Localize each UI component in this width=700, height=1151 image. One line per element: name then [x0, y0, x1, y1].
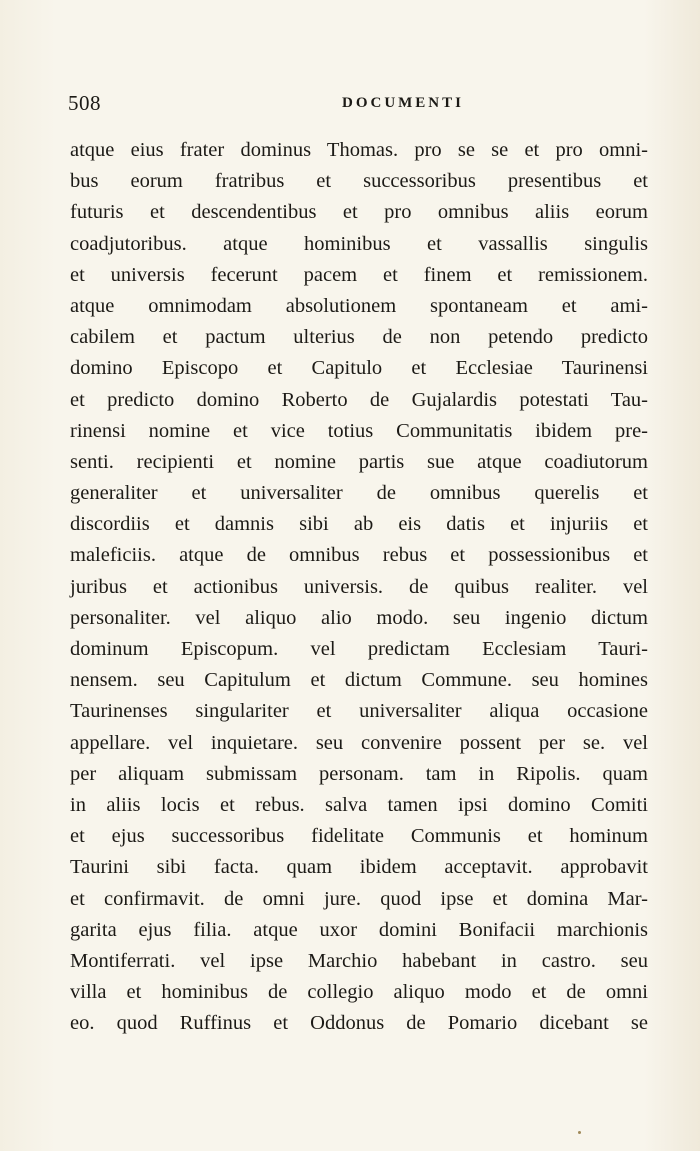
text-line: personaliter. vel aliquo alio modo. seu ingenio dictum: [70, 606, 648, 629]
text-line: domino Episcopo et Capitulo et Ecclesiae Taurinensi: [70, 357, 648, 380]
text-line: et universis fecerunt pacem et finem et remissionem.: [70, 263, 648, 286]
page-header: [68, 90, 650, 120]
text-line: bus eorum fratribus et successoribus presentibus et: [70, 170, 648, 193]
text-line: et predicto domino Roberto de Gujalardis potestati Tau-: [70, 388, 648, 411]
text-line: villa et hominibus de collegio aliquo modo et de omni: [70, 981, 648, 1004]
paper-speck: [578, 1131, 581, 1134]
text-line: futuris et descendentibus et pro omnibus aliis eorum: [70, 201, 648, 224]
text-line: coadjutoribus. atque hominibus et vassallis singulis: [70, 232, 648, 255]
text-line: et ejus successoribus fidelitate Communis et hominum: [70, 825, 648, 848]
page-number: 508: [68, 91, 101, 115]
text-line: garita ejus filia. atque uxor domini Bonifacii marchionis: [70, 918, 648, 941]
body-text: [70, 135, 648, 1039]
text-line: discordiis et damnis sibi ab eis datis et injuriis et: [70, 513, 648, 536]
text-line: appellare. vel inquietare. seu convenire possent per se. vel: [70, 731, 648, 754]
text-line: nensem. seu Capitulum et dictum Commune. seu homines: [70, 669, 648, 692]
text-line: maleficiis. atque de omnibus rebus et possessionibus et: [70, 544, 648, 567]
text-line: Taurinenses singulariter et universaliter aliqua occasione: [70, 700, 648, 723]
text-line: atque eius frater dominus Thomas. pro se se et pro omni-: [70, 139, 648, 161]
text-line: rinensi nomine et vice totius Communitatis ibidem pre-: [70, 419, 648, 442]
text-line: senti. recipienti et nomine partis sue atque coadiutorum: [70, 450, 648, 473]
running-head: DOCUMENTI: [341, 95, 464, 111]
text-line: in aliis locis et rebus. salva tamen ipsi domino Comiti: [70, 793, 648, 816]
text-line: eo. quod Ruffinus et Oddonus de Pomario dicebant se: [70, 1012, 648, 1035]
text-line: Montiferrati. vel ipse Marchio habebant in castro. seu: [70, 949, 648, 972]
text-line: per aliquam submissam personam. tam in Ripolis. quam: [70, 762, 648, 785]
text-line: generaliter et universaliter de omnibus querelis et: [70, 482, 648, 505]
text-line: cabilem et pactum ulterius de non petendo predicto: [70, 326, 648, 349]
text-line: atque omnimodam absolutionem spontaneam et ami-: [70, 294, 648, 317]
text-line: Taurini sibi facta. quam ibidem acceptavit. approbavit: [70, 856, 648, 879]
text-line: juribus et actionibus universis. de quibus realiter. vel: [70, 575, 648, 598]
text-line: et confirmavit. de omni jure. quod ipse et domina Mar-: [70, 887, 648, 910]
text-line: dominum Episcopum. vel predictam Ecclesiam Tauri-: [70, 638, 648, 660]
